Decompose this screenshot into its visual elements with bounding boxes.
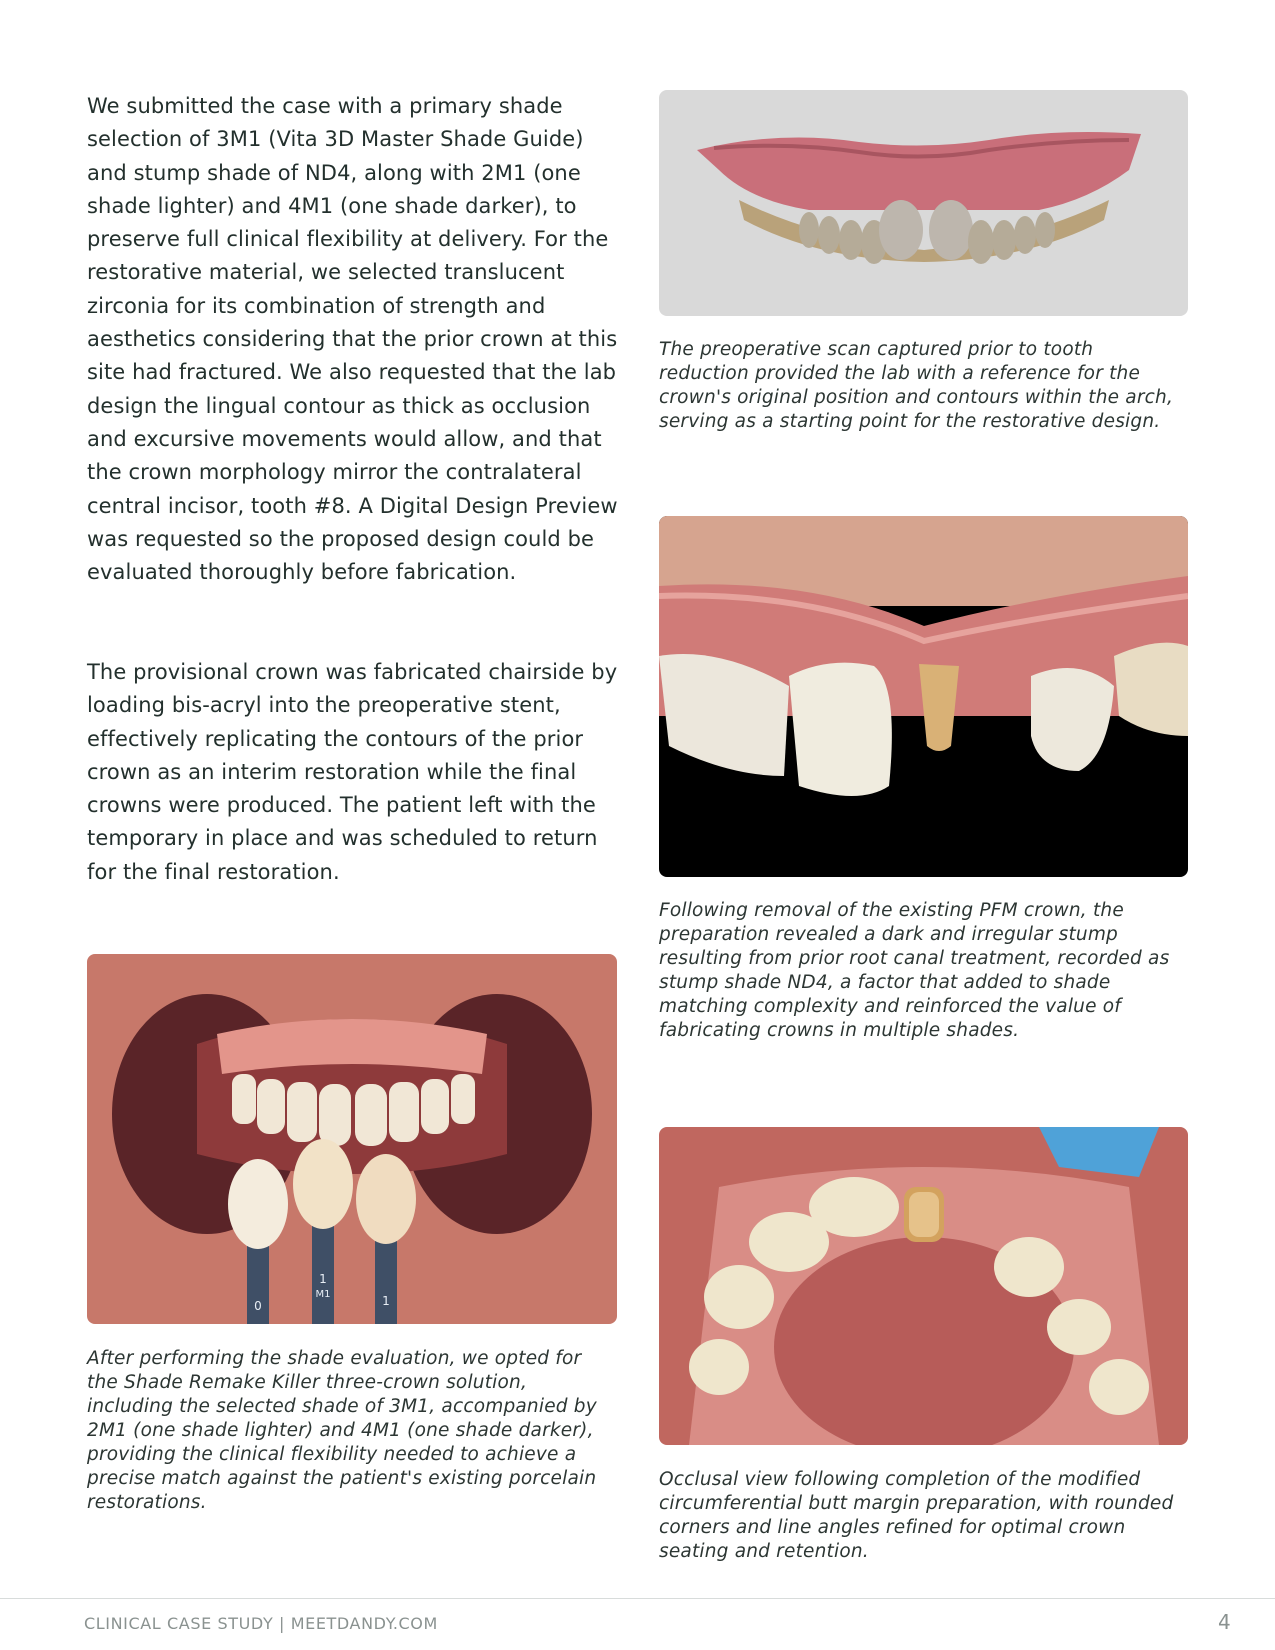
caption-occlusal-view: Occlusal view following completion of the modified circumferential butt margin preparation, with rounded corners and line angles refined for optimal crown seating and retention. [659, 1469, 1174, 1562]
page-number: 4 [1218, 1610, 1231, 1634]
body-paragraph-1 [87, 90, 627, 589]
occlusal-view-photo [659, 1127, 1188, 1445]
paragraph-shade-selection: We submitted the case with a primary shade selection of 3M1 (Vita 3D Master Shade Guide) and stump shade of ND4, along with 2M1 (one shade lighter) and 4M1 (one shade darker), to preserve full clinical flexibility at delivery. For the restorative material, we selected translucent zirconia for its combination of strength and aesthetics considering that the prior crown at this site had fractured. We also requested that the lab design the lingual contour as thick as occlusion and excursive movements would allow, and that the crown morphology mirror the contralateral central incisor, tooth #8. A Digital Design Preview was requested so the proposed design could be evaluated thoroughly before fabrication. [87, 94, 618, 585]
shade-tab-sublabel: M1 [315, 1289, 331, 1300]
preparation-photo [659, 516, 1188, 877]
body-paragraph-2 [87, 656, 627, 889]
caption-shade-evaluation: After performing the shade evaluation, we opted for the Shade Remake Killer three-crown solution, including the selected shade of 3M1, accompanied by 2M1 (one shade lighter) and 4M1 (one shade darker), providing the clinical flexibility needed to achieve a precise match against the patient's existing porcelain restorations. [87, 1348, 597, 1513]
shade-tab-label-1: 0 [254, 1299, 262, 1313]
shade-tab-label-2: 1 [319, 1272, 327, 1286]
paragraph-provisional-crown: The provisional crown was fabricated chairside by loading bis-acryl into the preoperative stent, effectively replicating the contours of the prior crown as an interim restoration while the final crowns were produced. The patient left with the temporary in place and was scheduled to return for the final restoration. [87, 660, 618, 884]
footer-divider [0, 1598, 1275, 1599]
shade-tab-label-3: 1 [382, 1294, 390, 1308]
caption-preoperative-scan: The preoperative scan captured prior to tooth reduction provided the lab with a reference for the crown's original position and contours within the arch, serving as a starting point for the restorative design. [659, 339, 1174, 432]
footer-label: CLINICAL CASE STUDY | MEETDANDY.COM [84, 1614, 438, 1633]
preoperative-scan-image [659, 90, 1188, 316]
shade-evaluation-photo [87, 954, 617, 1324]
caption-preparation: Following removal of the existing PFM crown, the preparation revealed a dark and irregular stump resulting from prior root canal treatment, recorded as stump shade ND4, a factor that added to shade matching complexity and reinforced the value of fabricating crowns in multiple shades. [659, 900, 1170, 1041]
